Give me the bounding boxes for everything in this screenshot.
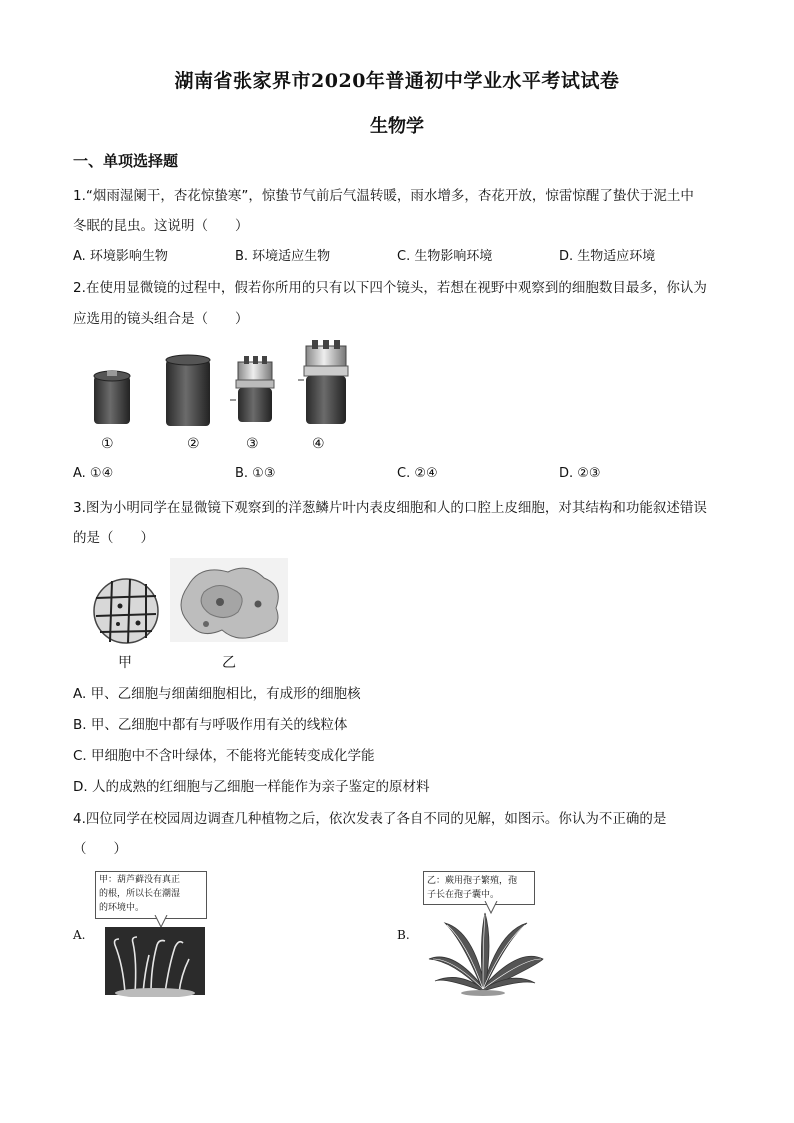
q1-option-d[interactable]: D. 生物适应环境 <box>559 249 656 264</box>
lens-label-2: ② <box>187 436 200 452</box>
moss-icon <box>95 915 215 997</box>
cell-label-jia: 甲 <box>118 655 132 671</box>
fern-figure <box>423 871 547 999</box>
lens-label-1: ① <box>101 436 114 452</box>
q2-option-b[interactable]: B. ①③ <box>235 466 276 481</box>
q1-option-a[interactable]: A. 环境影响生物 <box>73 249 168 264</box>
q3-stem-line2: 的是（ ） <box>73 530 154 546</box>
speech-bubble-jia <box>95 871 207 919</box>
bubble-jia-line3: 的环境中。 <box>99 903 145 913</box>
q1-stem-line1: 1.“烟雨湿阑干，杏花惊蛰寒”，惊蛰节气前后气温转暖，雨水增多，杏花开放，惊雷惊醒了蛰伏于泥土中 <box>73 188 694 204</box>
lens-3-icon <box>230 356 274 422</box>
fern-icon <box>423 901 547 997</box>
section-heading: 一、单项选择题 <box>73 152 179 170</box>
page-title: 湖南省张家界市2020年普通初中学业水平考试试卷 <box>174 70 620 92</box>
q3-option-a[interactable]: A. 甲、乙细胞与细菌细胞相比，有成形的细胞核 <box>73 686 361 702</box>
bubble-jia-line2: 的根，所以长在潮湿 <box>99 889 181 899</box>
q4-stem-line2: （ ） <box>73 841 127 857</box>
cell-label-yi: 乙 <box>222 655 236 671</box>
q4-option-b[interactable]: B. <box>397 928 410 942</box>
q3-option-b[interactable]: B. 甲、乙细胞中都有与呼吸作用有关的线粒体 <box>73 717 348 733</box>
cell-figure <box>88 556 292 646</box>
lens-1-icon <box>94 371 130 424</box>
q2-stem-line2: 应选用的镜头组合是（ ） <box>73 311 249 327</box>
bubble-jia-line1: 甲：葫芦藓没有真正 <box>99 875 181 885</box>
bubble-yi-line2: 子长在孢子囊中。 <box>427 890 500 900</box>
q2-option-c[interactable]: C. ②④ <box>397 466 438 481</box>
q3-stem-line1: 3.图为小明同学在显微镜下观察到的洋葱鳞片叶内表皮细胞和人的口腔上皮细胞，对其结构和功能叙述错误 <box>73 500 707 516</box>
q4-stem-line1: 4.四位同学在校园周边调查几种植物之后，依次发表了各自不同的见解，如图示。你认为不正确的是 <box>73 811 667 827</box>
lens-figure <box>80 338 360 430</box>
lens-label-3: ③ <box>246 436 259 452</box>
q2-option-a[interactable]: A. ①④ <box>73 466 114 481</box>
lens-2-icon <box>166 355 210 426</box>
q3-option-c[interactable]: C. 甲细胞中不含叶绿体，不能将光能转变成化学能 <box>73 748 375 764</box>
q2-stem-line1: 2.在使用显微镜的过程中，假若你所用的只有以下四个镜头，若想在视野中观察到的细胞数目最多，你认为 <box>73 280 707 296</box>
lens-4-icon <box>298 340 348 424</box>
subject-title: 生物学 <box>370 116 424 137</box>
q4-option-a[interactable]: A. <box>73 928 86 942</box>
q1-option-b[interactable]: B. 环境适应生物 <box>235 249 331 264</box>
q1-option-c[interactable]: C. 生物影响环境 <box>397 249 493 264</box>
cheek-cells-icon <box>170 558 288 642</box>
q1-stem-line2: 冬眠的昆虫。这说明（ ） <box>73 218 249 234</box>
q2-option-d[interactable]: D. ②③ <box>559 466 601 481</box>
bubble-yi-line1: 乙：蕨用孢子繁殖，孢 <box>427 876 518 886</box>
lens-label-4: ④ <box>312 436 325 452</box>
onion-cells-icon <box>94 579 158 643</box>
moss-figure <box>95 871 215 999</box>
speech-bubble-yi <box>423 871 535 905</box>
q3-option-d[interactable]: D. 人的成熟的红细胞与乙细胞一样能作为亲子鉴定的原材料 <box>73 779 430 795</box>
